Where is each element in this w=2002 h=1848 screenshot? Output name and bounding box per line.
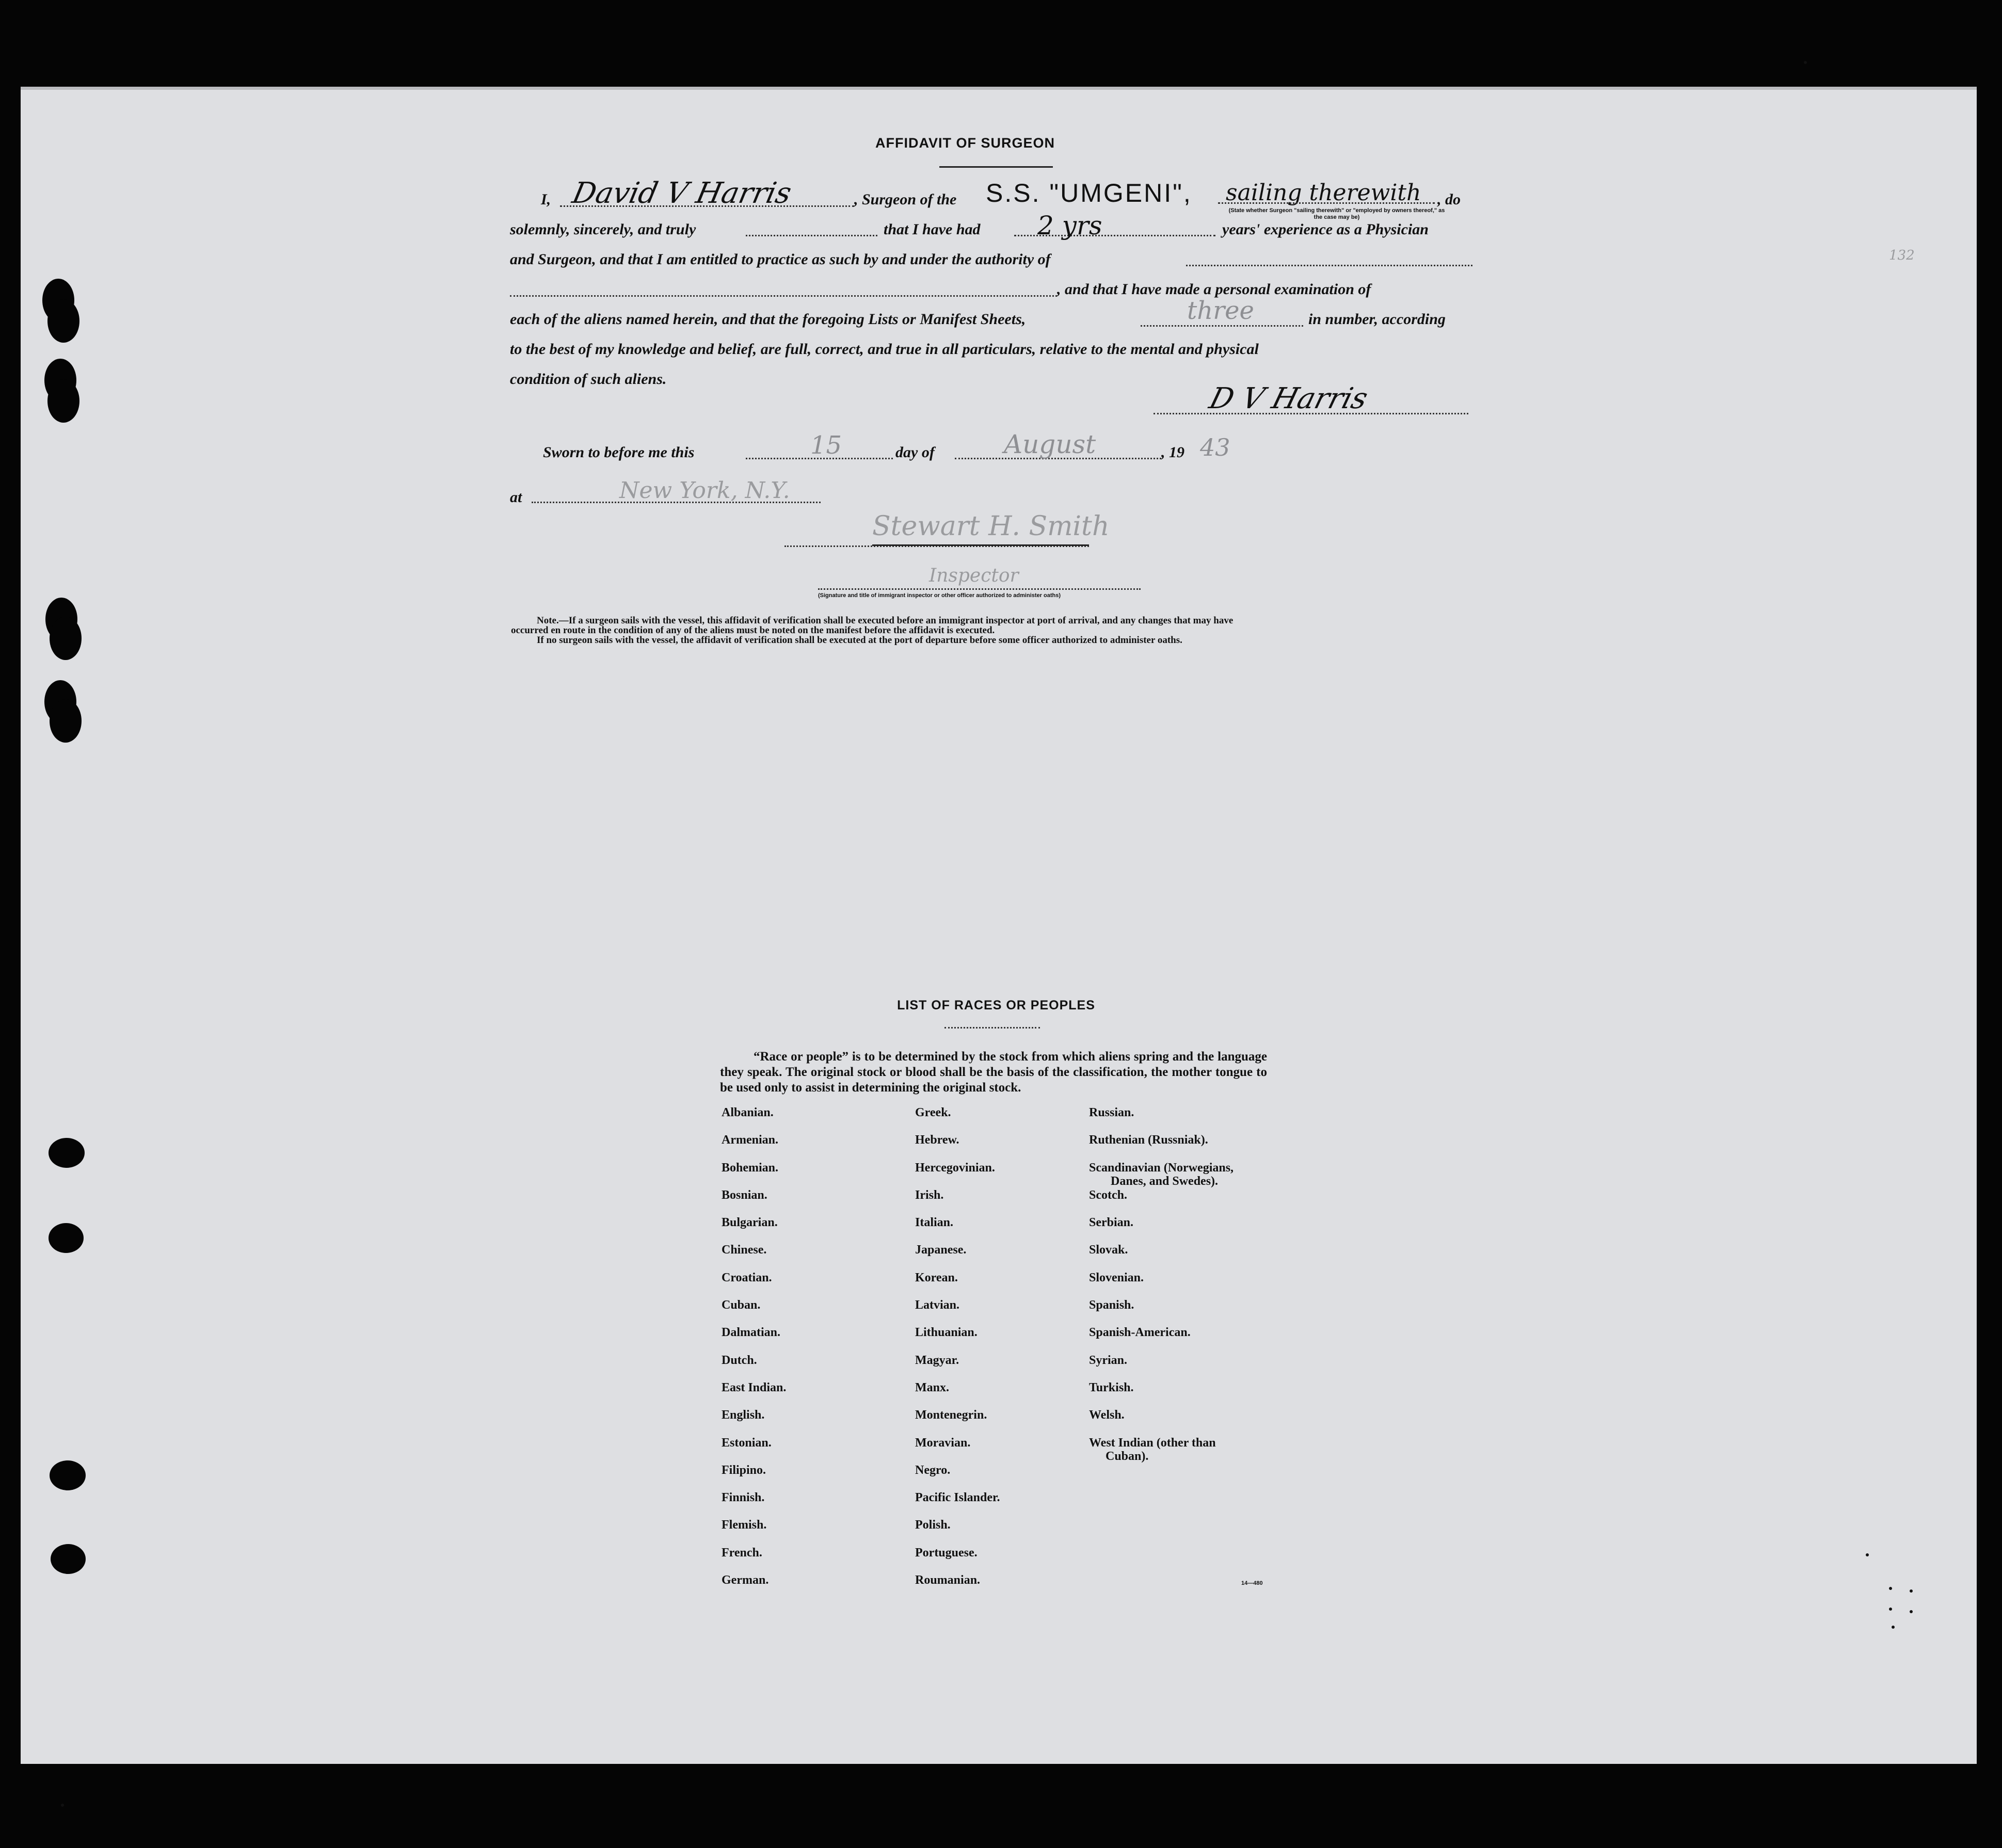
race-item: Chinese. [722, 1243, 767, 1257]
signature-line [1154, 413, 1468, 414]
form-number: 14—480 [1241, 1580, 1263, 1586]
race-item: Albanian. [722, 1106, 774, 1119]
race-item: German. [722, 1573, 769, 1587]
affidavit-text: and Surgeon, and that I am entitled to practice as such by and under the authority of [510, 251, 1051, 268]
race-item: Estonian. [722, 1436, 772, 1450]
binder-hole [51, 1544, 86, 1574]
affidavit-text: in number, according [1308, 311, 1446, 328]
races-column-3 [1089, 1106, 1234, 1477]
authority-field-cont [510, 295, 1057, 297]
surgeon-name-handwritten: David V Harris [569, 176, 795, 210]
binder-hole [50, 699, 82, 743]
binder-hole [47, 379, 79, 423]
race-item: Spanish. [1089, 1298, 1134, 1312]
race-item: Spanish-American. [1089, 1326, 1191, 1340]
page-top-edge [21, 87, 1977, 90]
race-item: Bulgarian. [722, 1216, 778, 1230]
race-item: Manx. [915, 1380, 949, 1394]
race-item: Polish. [915, 1518, 951, 1532]
race-item: Syrian. [1089, 1353, 1128, 1367]
races-title: LIST OF RACES OR PEOPLES [897, 998, 1095, 1013]
race-item: Russian. [1089, 1106, 1134, 1119]
affidavit-text: years' experience as a Physician [1222, 221, 1429, 238]
speck [1889, 1587, 1892, 1590]
races-column-2 [915, 1106, 1000, 1601]
race-item: Filipino. [722, 1463, 766, 1477]
race-item: Korean. [915, 1271, 958, 1284]
surgeon-signature: D V Harris [1206, 382, 1372, 415]
sheets-field [1141, 325, 1303, 327]
speck [1910, 1589, 1913, 1593]
race-item: Scotch. [1089, 1188, 1127, 1202]
race-item: Finnish. [722, 1491, 765, 1505]
note-line-2: occurred en route in the condition of any of the aliens must be noted on the manifest before the affidavit is executed. [511, 625, 995, 636]
affidavit-text: to the best of my knowledge and belief, are full, correct, and true in all particulars, relative to the mental and physical [510, 341, 1259, 358]
affidavit-text: I, [541, 191, 551, 208]
race-item: Roumanian. [915, 1573, 981, 1587]
race-item: Cuban. [722, 1298, 761, 1312]
races-title-rule [944, 1027, 1040, 1029]
speck [1889, 1608, 1892, 1611]
officer-title-line [818, 588, 1141, 590]
race-item: Moravian. [915, 1436, 971, 1450]
affidavit-text: each of the aliens named herein, and that the foregoing Lists or Manifest Sheets, [510, 311, 1026, 328]
race-item: West Indian (other than [1089, 1436, 1216, 1450]
race-item: Irish. [915, 1188, 944, 1202]
race-item: Serbian. [1089, 1216, 1134, 1230]
speck [1804, 61, 1807, 64]
race-item: Hebrew. [915, 1133, 959, 1147]
race-item: Dalmatian. [722, 1326, 780, 1340]
margin-mark: 132 [1889, 248, 1915, 263]
race-item: Bohemian. [722, 1161, 779, 1175]
race-item: Greek. [915, 1106, 951, 1119]
race-item: Welsh. [1089, 1408, 1125, 1422]
binder-hole [47, 299, 79, 343]
sworn-text: Sworn to before me this [543, 444, 695, 461]
race-item: Armenian. [722, 1133, 778, 1147]
race-item: Turkish. [1089, 1380, 1134, 1394]
races-intro: “Race or people” is to be determined by the stock from which aliens spring and the language they speak. The original stock or blood shall be the basis of the classification, the mother tongue to be used only to assist in determining the original stock. [720, 1050, 1267, 1095]
race-item: French. [722, 1546, 762, 1560]
race-item: Ruthenian (Russniak). [1089, 1133, 1208, 1147]
years-handwritten: 2 yrs [1037, 211, 1102, 240]
note-line-3: If no surgeon sails with the vessel, the affidavit of verification shall be executed at the port of departure before some officer authorized to administer oaths. [537, 635, 1182, 646]
binder-hole [49, 1223, 84, 1253]
race-item: Magyar. [915, 1353, 959, 1367]
race-item: Pacific Islander. [915, 1491, 1000, 1505]
race-item: Scandinavian (Norwegians, [1089, 1161, 1234, 1175]
race-item: Dutch. [722, 1353, 757, 1367]
sworn-text: , 19 [1161, 444, 1184, 461]
race-item: Slovak. [1089, 1243, 1128, 1257]
race-item: Montenegrin. [915, 1408, 987, 1422]
month-handwritten: August [1004, 429, 1096, 459]
speck [61, 1804, 64, 1807]
race-item-continued: Danes, and Swedes). [1111, 1174, 1219, 1188]
officer-caption: (Signature and title of immigrant inspector or other officer authorized to administer oaths) [818, 592, 1061, 599]
title-underline [939, 166, 1053, 168]
oath-field [746, 235, 877, 236]
officer-signature: Stewart H. Smith [872, 511, 1110, 542]
affidavit-text: condition of such aliens. [510, 371, 667, 388]
day-handwritten: 15 [810, 431, 842, 460]
sheets-handwritten: three [1187, 296, 1254, 325]
race-item: Latvian. [915, 1298, 960, 1312]
ship-name: S.S. "UMGENI", [986, 179, 1192, 207]
affidavit-text: that I have had [884, 221, 981, 238]
officer-signature-underline [872, 544, 1089, 546]
authority-field [1186, 265, 1472, 266]
place-handwritten: New York, N.Y. [619, 477, 790, 504]
race-item: Negro. [915, 1463, 951, 1477]
race-item: Bosnian. [722, 1188, 767, 1202]
race-item: Lithuanian. [915, 1326, 978, 1340]
speck [1892, 1626, 1895, 1629]
binder-hole [49, 1138, 85, 1168]
race-item: Italian. [915, 1216, 954, 1230]
officer-title: Inspector [929, 565, 1019, 586]
affidavit-text: , Surgeon of the [854, 191, 957, 208]
races-column-1 [722, 1106, 786, 1601]
note-line-1: Note.—If a surgeon sails with the vessel, this affidavit of verification shall be executed before an immigrant inspector at port of arrival, and any changes that may have [537, 615, 1234, 626]
race-item: Croatian. [722, 1271, 772, 1284]
race-item: Japanese. [915, 1243, 967, 1257]
sworn-text: day of [895, 444, 935, 461]
affidavit-text: solemnly, sincerely, and truly [510, 221, 696, 238]
speck [1910, 1610, 1913, 1613]
race-item: English. [722, 1408, 765, 1422]
affidavit-text: , do [1437, 191, 1461, 208]
binder-hole [50, 617, 82, 660]
race-item: Hercegovinian. [915, 1161, 995, 1175]
surgeon-status-handwritten: sailing therewith [1226, 180, 1421, 206]
race-item: East Indian. [722, 1380, 787, 1394]
race-item-continued: Cuban). [1106, 1449, 1149, 1463]
surgeon-status-field [1218, 202, 1435, 204]
speck [1866, 1553, 1869, 1556]
affidavit-text: , and that I have made a personal examination of [1057, 281, 1371, 298]
race-item: Portuguese. [915, 1546, 978, 1560]
affidavit-title: AFFIDAVIT OF SURGEON [875, 135, 1055, 151]
race-item: Flemish. [722, 1518, 767, 1532]
race-item: Slovenian. [1089, 1271, 1144, 1284]
binder-hole [50, 1460, 86, 1490]
sworn-at-label: at [510, 489, 522, 506]
year-handwritten: 43 [1200, 433, 1230, 461]
surgeon-status-note: (State whether Surgeon "sailing therewith" or "employed by owners thereof," as the case may be) [1228, 207, 1445, 220]
